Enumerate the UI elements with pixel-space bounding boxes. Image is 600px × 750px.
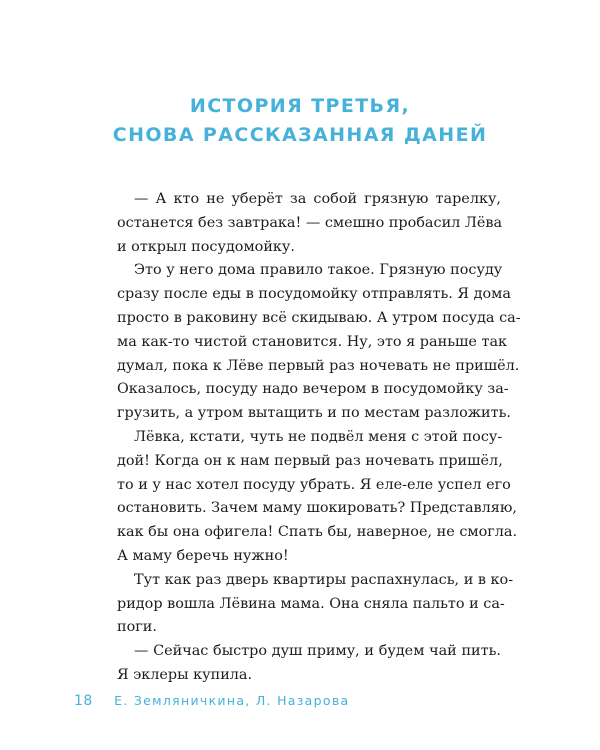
paragraph [117, 640, 501, 688]
paragraph [117, 569, 514, 640]
text-line: поги. [117, 619, 157, 636]
text-line: дой! Когда он к нам первый раз ночевать пришёл, [117, 452, 503, 469]
paragraph [117, 426, 518, 569]
text-line: Это у него дома правило такое. Грязную посуду [134, 262, 503, 279]
text-line: Тут как раз дверь квартиры распахнулась, и в ко- [134, 571, 514, 588]
text-line: сразу после еды в посудомойку отправлять. Я дома [117, 286, 511, 303]
text-line: остановить. Зачем маму шокировать? Представляю, [117, 500, 517, 517]
text-line: — Сейчас быстро душ приму, и будем чай пить. [134, 643, 501, 660]
footer-authors: Е. Земляничкина, Л. Назарова [114, 693, 350, 708]
text-line: ридор вошла Лёвина мама. Она сняла пальто и са- [117, 595, 505, 612]
chapter-title [0, 92, 600, 150]
paragraph [117, 188, 501, 259]
text-line: — А кто не уберёт за собой грязную тарелку, [134, 191, 501, 207]
text-line: останется без завтрака! — смешно пробасил Лёва [117, 214, 503, 231]
text-line: А маму беречь нужно! [117, 547, 289, 564]
text-line: Оказалось, посуду надо вечером в посудомойку за- [117, 381, 509, 398]
text-line: просто в раковину всё скидываю. А утром посуда са- [117, 309, 521, 326]
text-line: то и у нас хотел посуду убрать. Я еле-еле успел его [117, 476, 511, 493]
page-footer [74, 693, 349, 709]
text-line: и открыл посудомойку. [117, 238, 295, 255]
text-line: грузить, а утром вытащить и по местам разложить. [117, 405, 511, 422]
chapter-title-line: ИСТОРИЯ ТРЕТЬЯ, [189, 95, 411, 117]
text-line: ма как-то чистой становится. Ну, это я раньше так [117, 333, 508, 350]
text-line: Я эклеры купила. [117, 666, 253, 683]
chapter-title-line: СНОВА РАССКАЗАННАЯ ДАНЕЙ [112, 124, 488, 146]
paragraph [117, 259, 521, 426]
body-text [117, 188, 521, 688]
text-line: Лёвка, кстати, чуть не подвёл меня с этой посу- [134, 428, 503, 445]
text-line: как бы она офигела! Спать бы, наверное, не смогла. [117, 524, 518, 541]
page-number: 18 [74, 693, 93, 709]
text-line: думал, пока к Лёве первый раз ночевать не пришёл. [117, 357, 520, 374]
